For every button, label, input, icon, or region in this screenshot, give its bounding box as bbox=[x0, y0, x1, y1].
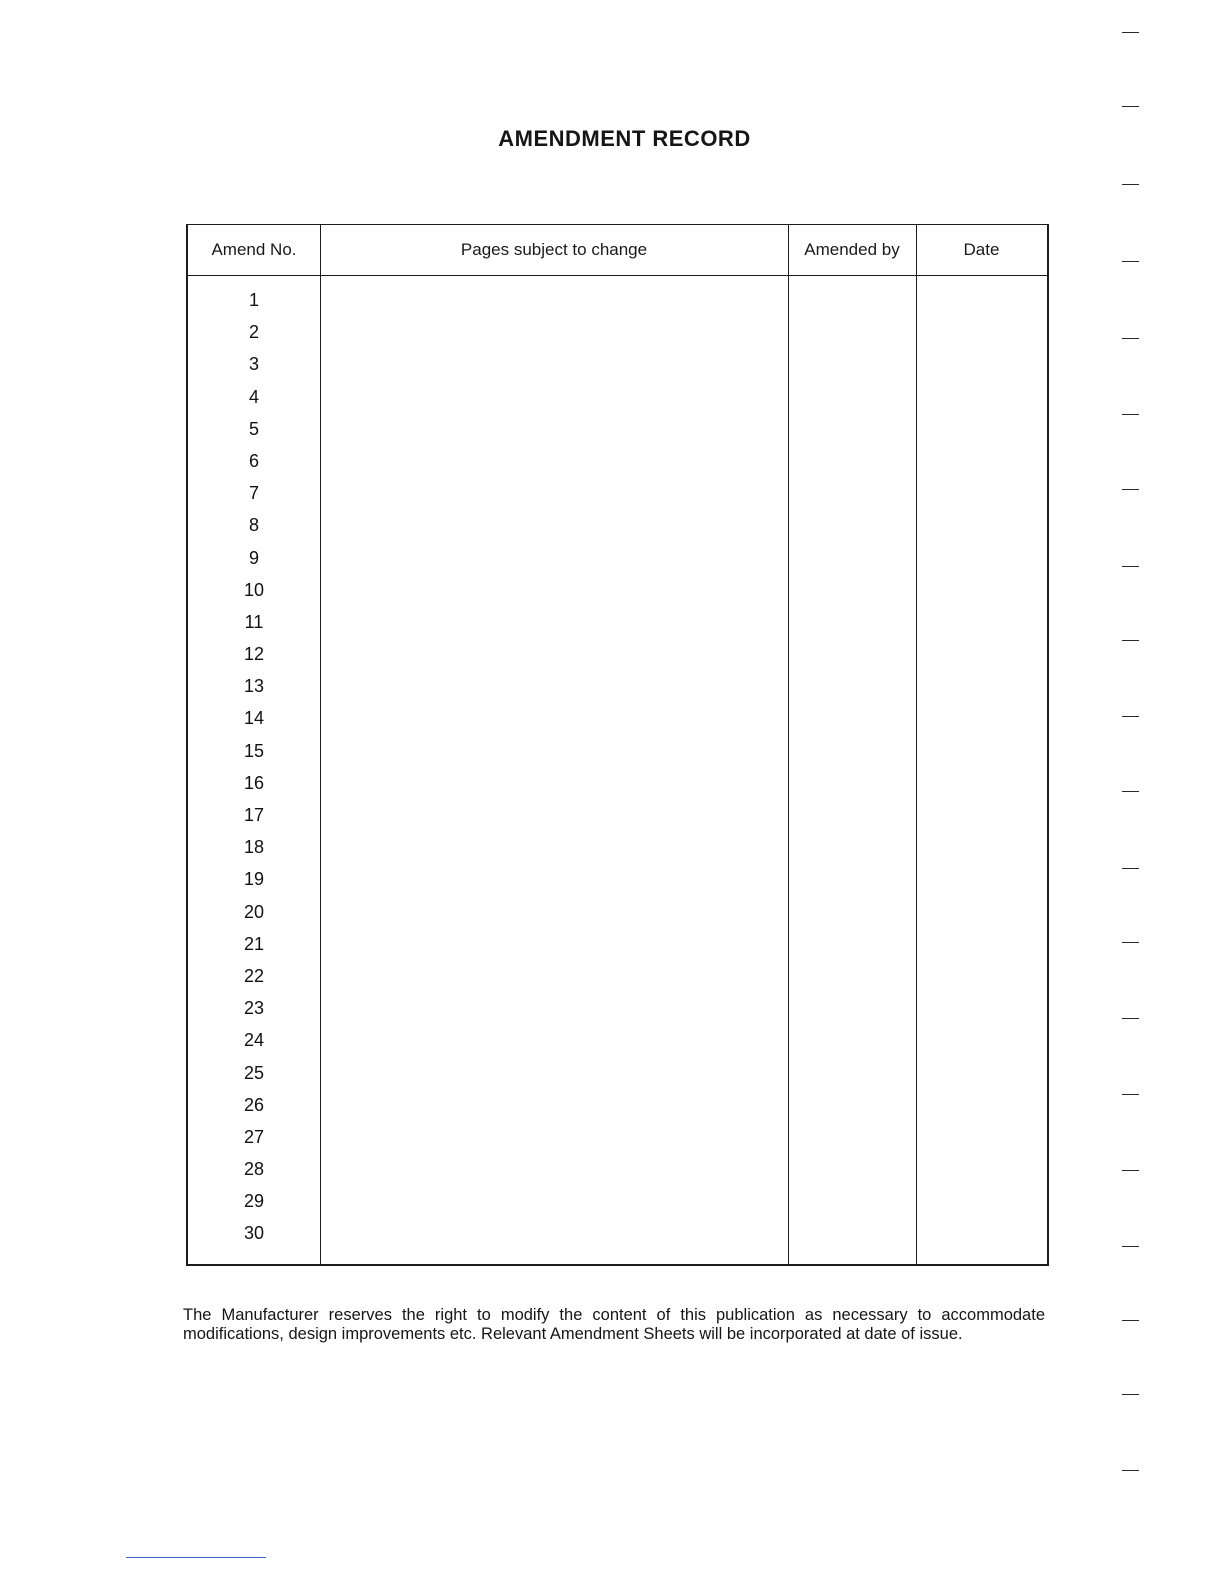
margin-dash-mark bbox=[1122, 1094, 1139, 1095]
footnote: The Manufacturer reserves the right to modify the content of this publication as necessary to accommodate modifications, design improvements etc. Relevant Amendment Sheets will be incorporated at date of issue. bbox=[183, 1306, 1045, 1343]
margin-dash-mark bbox=[1122, 1246, 1139, 1247]
header-pages-subject-to-change: Pages subject to change bbox=[460, 240, 648, 259]
amend-number-cell: 1 bbox=[248, 290, 259, 310]
amend-number-cell: 10 bbox=[243, 579, 265, 600]
amend-number-cell: 27 bbox=[243, 1126, 265, 1147]
margin-dash-mark bbox=[1122, 106, 1139, 107]
margin-dash-mark bbox=[1122, 1170, 1139, 1171]
amendment-table bbox=[186, 224, 1049, 1266]
header-amended-by: Amended by bbox=[804, 240, 900, 259]
amend-number-cell: 5 bbox=[248, 418, 259, 439]
amend-number-cell: 18 bbox=[243, 837, 265, 858]
margin-dash-mark bbox=[1122, 1320, 1139, 1321]
amend-number-cell: 15 bbox=[243, 740, 265, 761]
amend-number-list bbox=[188, 289, 320, 1255]
margin-dash-mark bbox=[1122, 489, 1139, 490]
margin-dash-mark bbox=[1122, 1470, 1139, 1471]
margin-dash-mark bbox=[1122, 716, 1139, 717]
amend-number-cell: 21 bbox=[243, 933, 265, 954]
margin-dash-mark bbox=[1122, 338, 1139, 339]
column-divider-1 bbox=[320, 225, 321, 1264]
page-title: AMENDMENT RECORD bbox=[498, 126, 751, 151]
amend-number-cell: 28 bbox=[243, 1159, 265, 1180]
amend-number-cell: 13 bbox=[243, 676, 265, 697]
footer-link-underline bbox=[126, 1557, 266, 1558]
amend-number-cell: 3 bbox=[248, 354, 259, 375]
margin-dash-mark bbox=[1122, 1394, 1139, 1395]
amend-number-cell: 6 bbox=[248, 450, 259, 471]
margin-dash-mark bbox=[1122, 1018, 1139, 1019]
margin-dash-mark bbox=[1122, 640, 1139, 641]
amend-number-cell: 26 bbox=[243, 1094, 265, 1115]
amend-number-cell: 24 bbox=[243, 1030, 265, 1051]
amend-number-cell: 12 bbox=[243, 644, 265, 665]
amend-number-cell: 23 bbox=[243, 998, 265, 1019]
margin-dash-mark bbox=[1122, 414, 1139, 415]
amend-number-cell: 29 bbox=[243, 1191, 265, 1212]
column-divider-2 bbox=[788, 225, 789, 1264]
amend-number-cell: 4 bbox=[248, 386, 259, 407]
margin-dash-mark bbox=[1122, 566, 1139, 567]
amend-number-cell: 22 bbox=[243, 965, 265, 986]
amend-number-cell: 9 bbox=[248, 547, 259, 568]
header-date: Date bbox=[963, 240, 1000, 259]
amend-number-cell: 7 bbox=[248, 483, 259, 504]
table-header-divider bbox=[188, 275, 1047, 276]
amend-number-cell: 16 bbox=[243, 772, 265, 793]
amend-number-cell: 8 bbox=[248, 515, 259, 536]
column-divider-3 bbox=[916, 225, 917, 1264]
margin-dash-mark bbox=[1122, 184, 1139, 185]
margin-dash-mark bbox=[1122, 261, 1139, 262]
amend-number-cell: 17 bbox=[243, 805, 265, 825]
amend-number-cell: 14 bbox=[243, 708, 265, 729]
margin-dash-mark bbox=[1122, 942, 1139, 943]
margin-dash-mark bbox=[1122, 32, 1139, 33]
amend-number-cell: 11 bbox=[244, 611, 264, 632]
amend-number-cell: 19 bbox=[243, 869, 265, 890]
amend-number-cell: 20 bbox=[243, 901, 265, 922]
header-amend-no: Amend No. bbox=[211, 240, 297, 259]
amend-number-cell: 2 bbox=[248, 322, 259, 343]
margin-dash-mark bbox=[1122, 868, 1139, 869]
amend-number-cell: 30 bbox=[243, 1223, 265, 1244]
margin-dash-mark bbox=[1122, 791, 1139, 792]
amend-number-cell: 25 bbox=[243, 1062, 265, 1083]
